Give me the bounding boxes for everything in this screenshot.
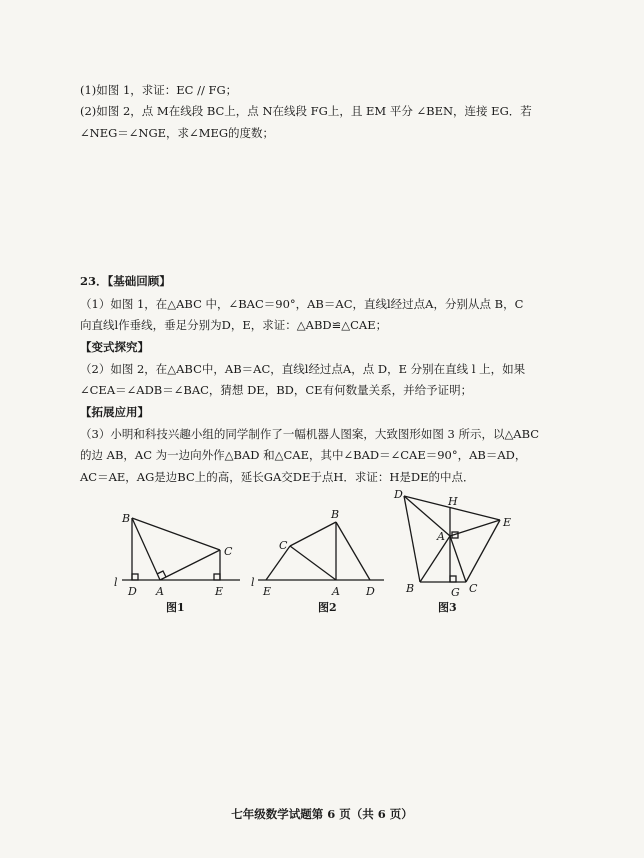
q23-p2-line1: （2）如图 2，在△ABC中，AB＝AC，直线l经过点A，点 D，E 分别在直线 l 上，如果 xyxy=(80,362,526,376)
fig1-label-l: l xyxy=(114,576,118,589)
fig2-segment-BC xyxy=(290,522,336,546)
fig2-label-C: C xyxy=(279,539,288,552)
fig1-label-D: D xyxy=(128,585,137,598)
q22-part2-line1: (2)如图 2，点 M在线段 BC上，点 N在线段 FG上，且 EM 平分 ∠BEN，连接 EG．若 xyxy=(80,104,532,118)
q23-title: 23．【基础回顾】 xyxy=(80,274,171,288)
fig2-caption: 图2 xyxy=(318,601,337,614)
fig3-segment-BA xyxy=(420,536,450,582)
fig1-label-E: E xyxy=(215,585,224,598)
q23-p3-line3: AC＝AE，AG是边BC上的高，延长GA交DE于点H．求证：H是DE的中点． xyxy=(80,470,475,484)
q23-heading-variant: 【变式探究】 xyxy=(80,340,149,354)
fig3-segment-CA xyxy=(450,536,466,582)
fig2-label-B: B xyxy=(331,508,340,521)
figure-2 xyxy=(258,522,384,580)
q23-p3-line2: 的边 AB，AC 为一边向外作△BAD 和△CAE，其中∠BAD＝∠CAE＝90°，AB＝AD， xyxy=(80,448,527,462)
fig1-segment-BC xyxy=(132,518,220,550)
q23-p1-line2: 向直线l作垂线，垂足分别为D，E，求证：△ABD≌△CAE； xyxy=(80,318,388,332)
figure-1 xyxy=(122,518,240,580)
fig3-label-G: G xyxy=(451,586,460,599)
fig1-label-B: B xyxy=(122,512,131,525)
figure-3 xyxy=(404,496,500,582)
fig3-label-B: B xyxy=(406,582,415,595)
fig1-label-A: A xyxy=(156,585,164,598)
fig2-label-l: l xyxy=(251,576,255,589)
fig1-right-angle-E xyxy=(214,574,220,580)
fig3-label-H: H xyxy=(448,495,458,508)
fig3-right-angle-G xyxy=(450,576,456,582)
fig1-segment-AC xyxy=(160,550,220,580)
fig2-label-D: D xyxy=(366,585,375,598)
fig2-segment-BD xyxy=(336,522,370,580)
q22-part2-line2: ∠NEG＝∠NGE，求∠MEG的度数； xyxy=(80,126,275,140)
fig2-segment-CA xyxy=(290,546,336,580)
fig3-label-A: A xyxy=(437,530,445,543)
q23-heading-extension: 【拓展应用】 xyxy=(80,405,149,419)
fig3-label-E: E xyxy=(503,516,512,529)
fig3-label-C: C xyxy=(469,582,478,595)
q22-part1: (1)如图 1，求证：EC // FG； xyxy=(80,83,238,97)
fig1-right-angle-D xyxy=(132,574,138,580)
fig1-label-C: C xyxy=(224,545,233,558)
fig2-label-A: A xyxy=(332,585,340,598)
fig3-segment-DB xyxy=(404,496,420,582)
fig3-label-D: D xyxy=(394,488,403,501)
fig3-caption: 图3 xyxy=(438,601,457,614)
fig1-caption: 图1 xyxy=(166,601,185,614)
q23-p1-line1: （1）如图 1，在△ABC 中，∠BAC＝90°，AB＝AC，直线l经过点A，分别从点 B，C xyxy=(80,297,524,311)
q23-p3-line1: （3）小明和科技兴趣小组的同学制作了一幅机器人图案，大致图形如图 3 所示，以△ABC xyxy=(80,427,540,441)
fig2-label-E: E xyxy=(263,585,272,598)
q23-p2-line2: ∠CEA＝∠ADB＝∠BAC，猜想 DE，BD，CE有何数量关系，并给予证明； xyxy=(80,383,473,397)
page-footer: 七年级数学试题第 6 页（共 6 页） xyxy=(231,807,413,821)
